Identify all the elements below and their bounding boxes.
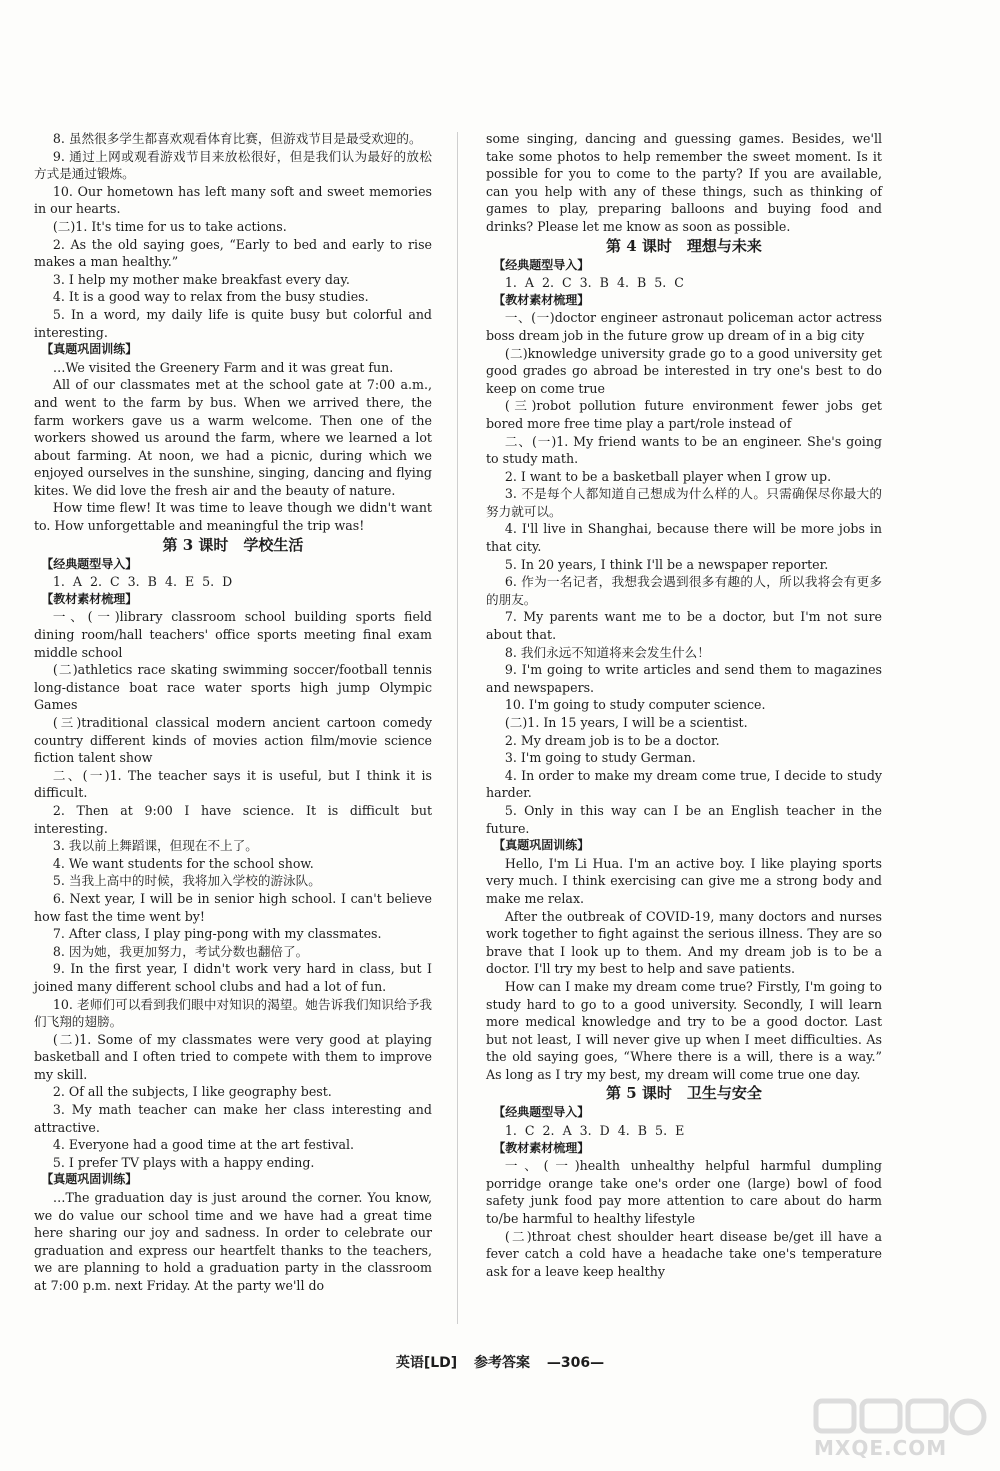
left-answer-line: 二、(一)1. The teacher says it is useful, but I think it is difficult.	[34, 767, 432, 801]
left-answer-line: (二)athletics race skating swimming soccer/football tennis long-distance boat race water sports high jump Olympic Games	[34, 662, 432, 713]
footer-section: 参考答案	[474, 1355, 531, 1371]
left-answer-line: (二)1. Some of my classmates were very good at playing basketball and I often tried to compete with them to improve my skill.	[34, 1031, 432, 1082]
left-answer-line: (三)traditional classical modern ancient cartoon comedy country different kinds of movies action film/movie science fiction talent show	[34, 715, 432, 766]
column-divider	[457, 132, 458, 1324]
right-answer-line: (二)throat chest shoulder heart disease be/get ill have a fever catch a cold have a headache take one's temperature ask for a leave keep healthy	[486, 1228, 882, 1279]
right-answer-line: 一、(一)doctor engineer astronaut policeman actor actress boss dream job in the future grow up dream of in a big city	[486, 310, 882, 343]
left-answer-line: 9. 通过上网或观看游戏节目来放松很好，但是我们认为最好的放松方式是通过锻炼。	[34, 148, 432, 182]
left-lesson-heading: 第 3 课时 学校生活	[162, 535, 304, 554]
right-answer-line: 8. 我们永远不知道将来会发生什么！	[504, 644, 710, 660]
right-answer-line: 4. I'll live in Shanghai, because there will be more jobs in that city.	[486, 521, 882, 555]
left-answer-line: 5. In a word, my daily life is quite busy but colorful and interesting.	[34, 306, 432, 340]
left-answer-line: (二)1. It's time for us to take actions.	[52, 218, 287, 234]
left-answer-line: 5. 当我上高中的时候，我将加入学校的游泳队。	[52, 873, 321, 889]
left-section-label: 【真题巩固训练】	[41, 1172, 138, 1187]
left-answer-line: 10. 老师们可以看到我们眼中对知识的渴望。她告诉我们知识给予我们飞翔的翅膀。	[34, 996, 432, 1030]
left-answer-line: 一、(一)library classroom school building sports field dining room/hall teachers' office sports meeting final exam middle school	[34, 609, 432, 660]
left-answer-line: 2. Then at 9:00 I have science. It is difficult but interesting.	[34, 802, 432, 836]
right-choice-answers: 1. A 2. C 3. B 4. B 5. C	[504, 275, 684, 291]
left-answer-line: 9. In the first year, I didn't work very hard in class, but I joined many different school clubs and had a lot of fun.	[34, 961, 432, 994]
left-answer-line: 2. Of all the subjects, I like geography best.	[52, 1084, 332, 1100]
right-answer-line: 3. I'm going to study German.	[504, 750, 696, 766]
left-answer-line: …We visited the Greenery Farm and it was great fun.	[52, 359, 394, 375]
left-answer-line: 10. Our hometown has left many soft and sweet memories in our hearts.	[34, 183, 432, 217]
left-choice-answers: 1. A 2. C 3. B 4. E 5. D	[52, 574, 233, 590]
left-section-label: 【教材素材梳理】	[41, 591, 138, 606]
left-answer-line: 8. 虽然很多学生都喜欢观看体育比赛，但游戏节目是最受欢迎的。	[52, 131, 422, 146]
left-answer-line: 6. Next year, I will be in senior high school. I can't believe how fast the time went by!	[34, 890, 432, 924]
left-answer-line: 4. We want students for the school show.	[52, 855, 314, 871]
right-answer-line: 一、(一)health unhealthy helpful harmful dumpling porridge orange take one's order one (large) bowl of food safety junk food pay more attention to care about do harm to/be harmful to healthy lifestyle	[486, 1158, 882, 1227]
right-section-label: 【教材素材梳理】	[493, 1140, 590, 1155]
right-answer-line: After the outbreak of COVID-19, many doctors and nurses work together to fight against the serious illness. They are so brave that I look up to them. And my dream job is to be a doctor. I'll try my best to help and save patients.	[486, 908, 882, 977]
right-choice-answers: 1. C 2. A 3. D 4. B 5. E	[504, 1123, 685, 1139]
right-section-label: 【经典题型导入】	[493, 1105, 590, 1120]
right-answer-line: (二)1. In 15 years, I will be a scientist.	[504, 715, 748, 730]
right-lesson-heading: 第 5 课时 卫生与安全	[606, 1084, 762, 1103]
left-answer-line: All of our classmates met at the school gate at 7:00 a.m., and went to the farm by bus. When we arrived there, the farm workers gave us a warm welcome. Then one of the workers showed us around the farm, where we learned a lot about farming. At noon, we had a picnic, during which we enjoyed ourselves in the sunshine, singing, dancing and flying kites. We did love the fresh air and the beauty of nature.	[34, 377, 432, 498]
footer-page-number: —306—	[546, 1355, 605, 1371]
right-answer-line: 2. I want to be a basketball player when I grow up.	[504, 468, 832, 484]
page-footer	[0, 1352, 1000, 1372]
right-answer-line: 5. Only in this way can I be an English teacher in the future.	[486, 802, 882, 836]
left-answer-line: 4. Everyone had a good time at the art festival.	[52, 1137, 355, 1153]
right-answer-line: 5. In 20 years, I think I'll be a newspaper reporter.	[504, 556, 829, 572]
right-answer-line: 4. In order to make my dream come true, I decide to study harder.	[486, 767, 882, 801]
right-answer-line: Hello, I'm Li Hua. I'm an active boy. I like playing sports very much. I think exercising can give me a strong body and make me relax.	[486, 855, 882, 906]
right-section-label: 【经典题型导入】	[493, 257, 590, 272]
left-answer-line: 3. I help my mother make breakfast every day.	[52, 271, 350, 287]
right-section-label: 【真题巩固训练】	[493, 838, 590, 853]
left-answer-line: 5. I prefer TV plays with a happy ending.	[52, 1154, 315, 1170]
right-answer-line: 3. 不是每个人都知道自己想成为什么样的人。只需确保尽你最大的努力就可以。	[486, 486, 882, 519]
right-answer-line: 9. I'm going to write articles and send them to magazines and newspapers.	[486, 662, 882, 695]
right-answer-line: 10. I'm going to study computer science.	[504, 697, 766, 713]
right-column	[486, 130, 882, 1280]
footer-subject: 英语[LD]	[395, 1355, 458, 1371]
right-answer-line: 二、(一)1. My friend wants to be an engineer. She's going to study math.	[486, 433, 882, 467]
left-section-label: 【真题巩固训练】	[41, 342, 138, 357]
left-section-label: 【经典题型导入】	[41, 556, 138, 571]
left-answer-line: 4. It is a good way to relax from the busy studies.	[52, 289, 369, 305]
left-answer-line: How time flew! It was time to leave though we didn't want to. How unforgettable and meaningful the trip was!	[34, 500, 432, 534]
right-section-label: 【教材素材梳理】	[493, 292, 590, 307]
right-answer-line: 2. My dream job is to be a doctor.	[504, 732, 720, 748]
left-answer-line: 3. 我以前上舞蹈课，但现在不上了。	[52, 838, 258, 854]
right-answer-line: 7. My parents want me to be a doctor, but I'm not sure about that.	[486, 609, 882, 643]
right-lesson-heading: 第 4 课时 理想与未来	[606, 236, 762, 255]
left-answer-line: 2. As the old saying goes, “Early to bed and early to rise makes a man healthy.”	[34, 236, 432, 270]
right-answer-line: (二)knowledge university grade go to a good university get good grades go abroad be interested in try one's best to do keep on come true	[486, 345, 882, 396]
left-answer-line: 8. 因为她，我更加努力，考试分数也翻倍了。	[52, 943, 309, 959]
right-answer-line: (三)robot pollution future environment fewer jobs get bored more free time play a part/role instead of	[486, 398, 882, 431]
right-continued-paragraph: some singing, dancing and guessing games. Besides, we'll take some photos to help remember the sweet moment. Is it possible for you to come to the party? If you are available, can you help with any of these things, such as thinking of games to play, preparing balloons and buying food and drinks? Please let me know as soon as possible.	[486, 131, 882, 234]
left-answer-line: 7. After class, I play ping-pong with my classmates.	[52, 926, 382, 942]
right-answer-line: 6. 作为一名记者，我想我会遇到很多有趣的人，所以我将会有更多的朋友。	[486, 574, 882, 607]
watermark-text: MXQE.COM	[814, 1436, 948, 1460]
left-column	[34, 130, 432, 1295]
left-answer-line: …The graduation day is just around the corner. You know, we do value our school time and we have had a great time here sharing our joy and sadness. In order to celebrate our graduation and express our heartfelt thanks to the teachers, we are planning to hold a graduation party in the classroom at 7:00 p.m. next Friday. At the party we'll do	[34, 1190, 432, 1293]
right-answer-line: How can I make my dream come true? Firstly, I'm going to study hard to go to a good university. Secondly, I will learn more medical knowledge and try to be a good doctor. Last but not least, I will never give up when I meet difficulties. As the old saying goes, “Where there is a will, there is a way.” As long as I try my best, my dream will come true one day.	[486, 978, 882, 1082]
left-answer-line: 3. My math teacher can make her class interesting and attractive.	[34, 1102, 432, 1135]
